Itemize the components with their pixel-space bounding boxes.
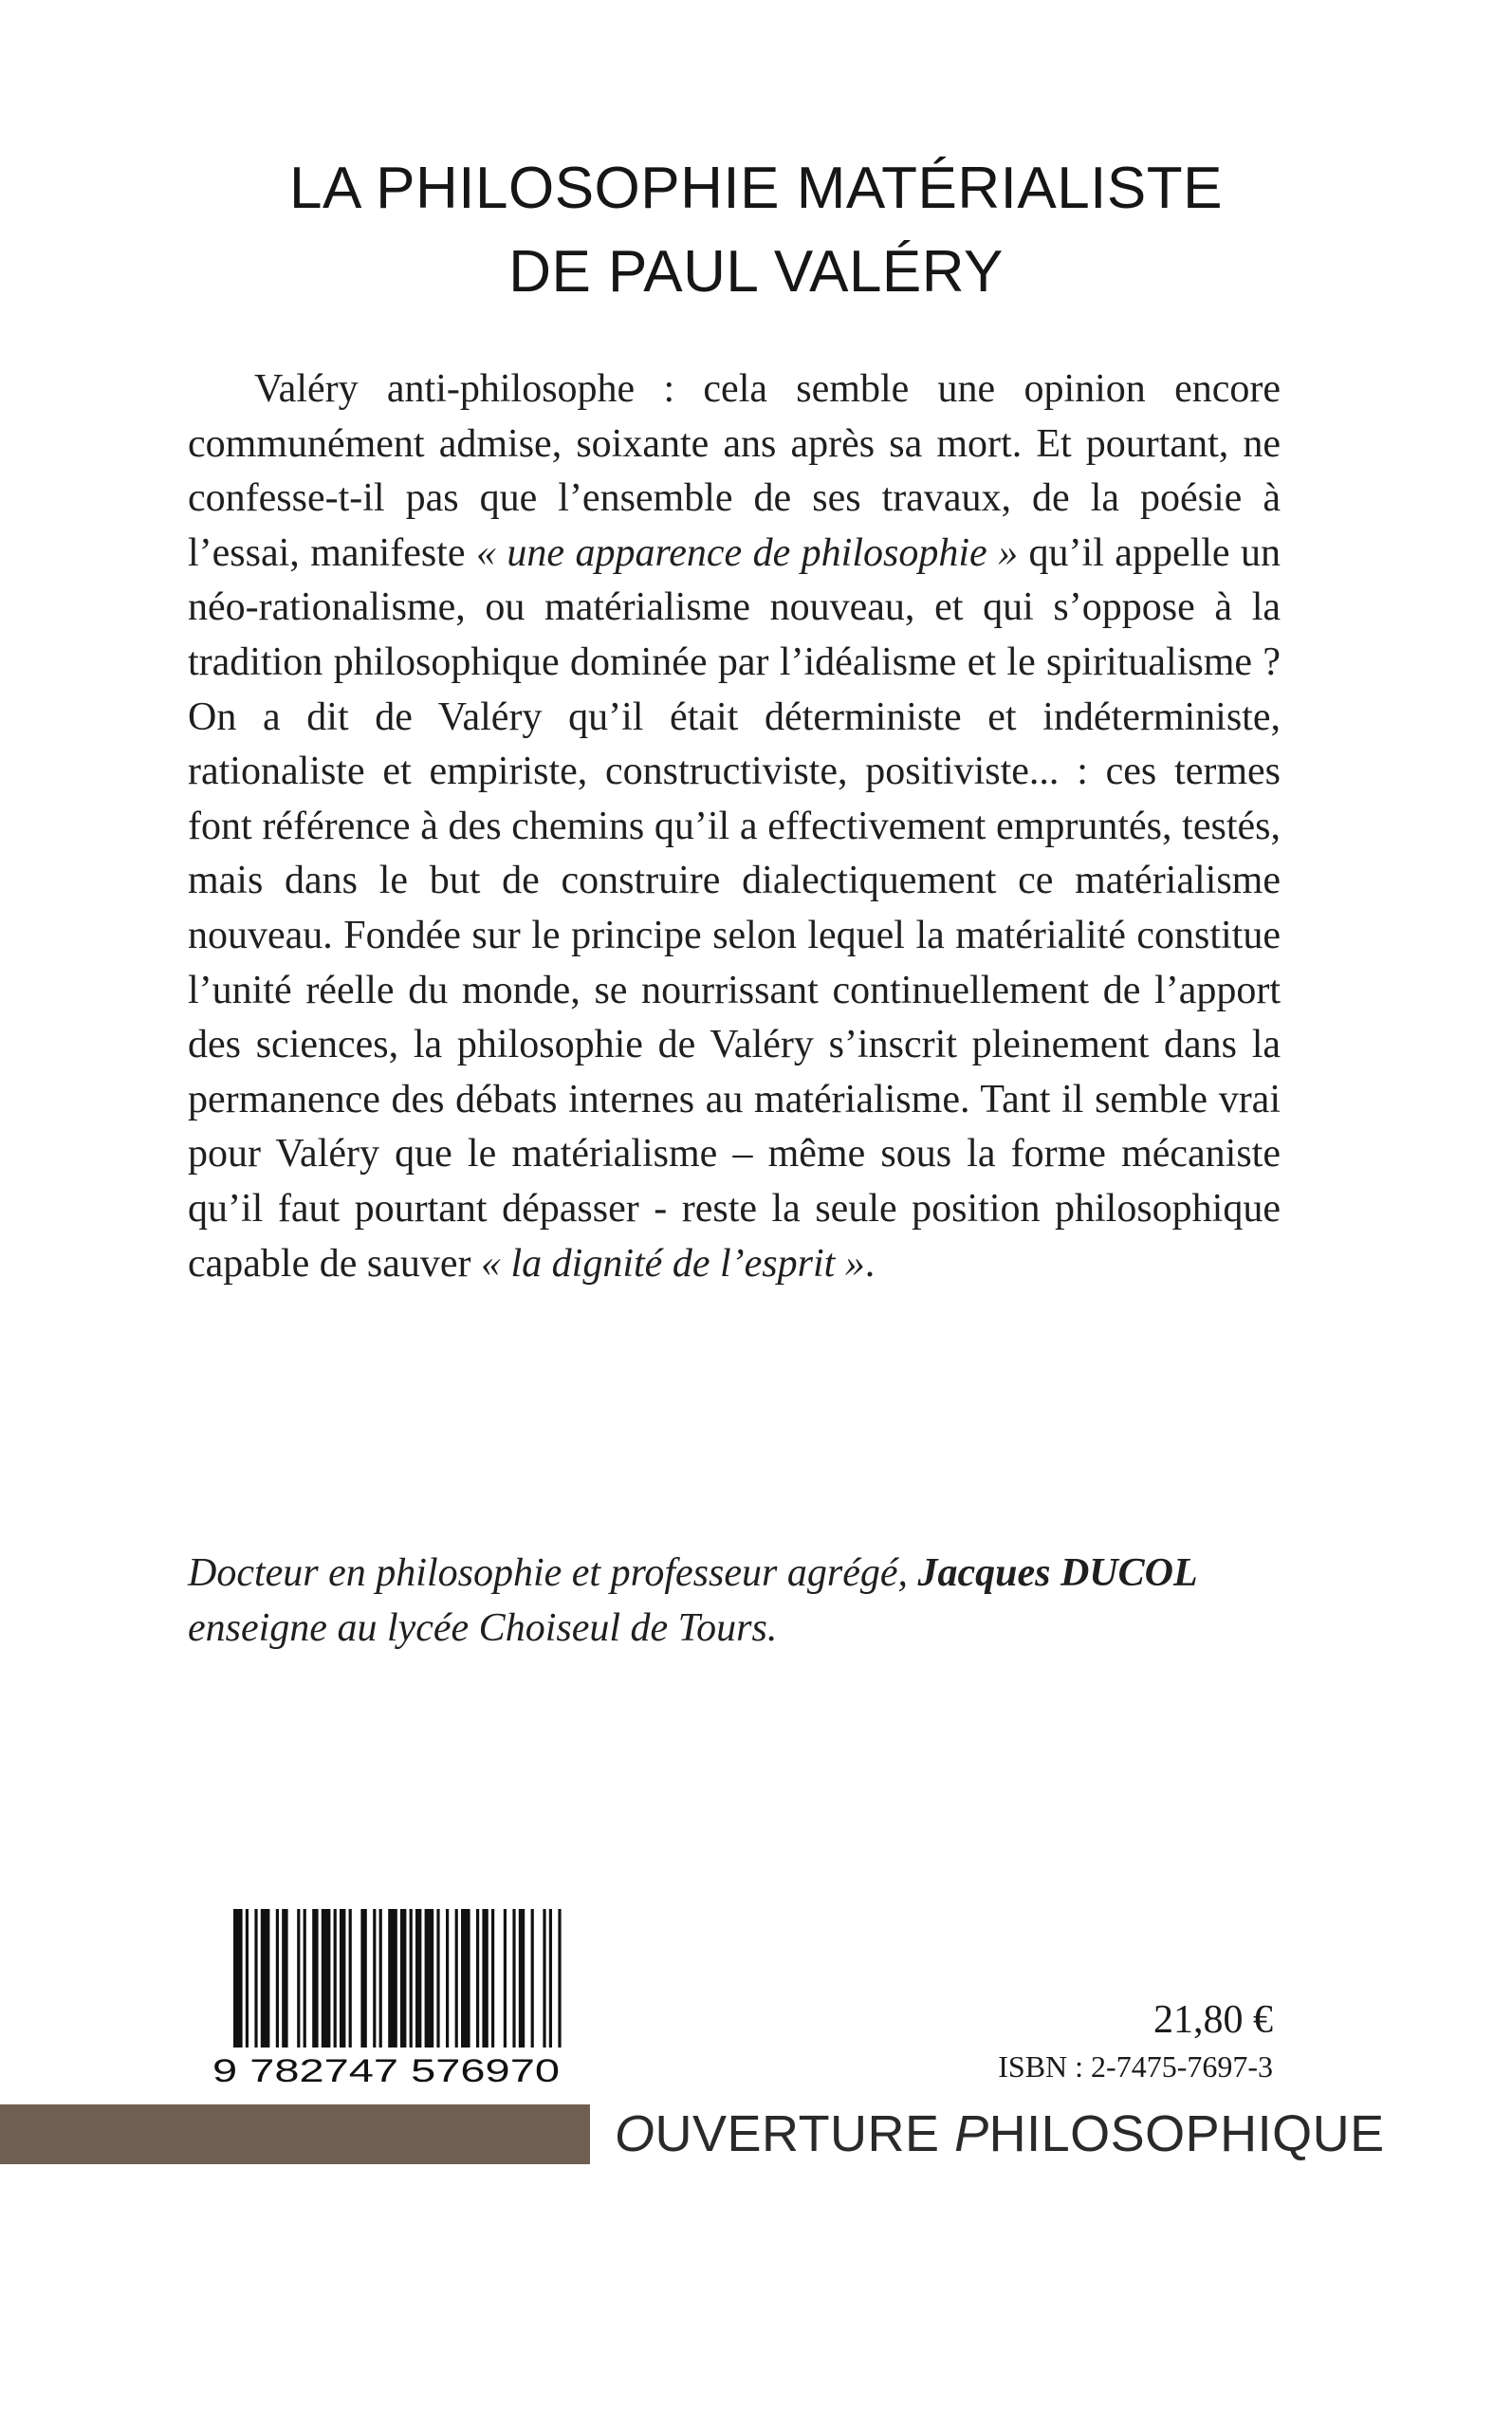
summary-quote-1: « une apparence de philosophie »	[475, 530, 1019, 575]
barcode-bar	[491, 1909, 494, 2048]
author-bio-text-1: Docteur en philosophie et professeur agrégé,	[188, 1551, 918, 1595]
collection-initial-p: P	[954, 2105, 989, 2162]
author-bio-line-2: enseigne au lycée Choiseul de Tours.	[188, 1606, 778, 1650]
barcode-bar	[312, 1909, 318, 2048]
barcode-bar	[360, 1909, 366, 2048]
barcode-bar	[455, 1909, 458, 2048]
barcode-bar	[558, 1909, 561, 2048]
summary-text-2: qu’il appelle un néo-rationalisme, ou matérialisme nouveau, et qui s’oppose à la tradition philosophique dominée par l’idéalisme et le spiritualisme ? On a dit de Valéry qu’il était déterministe et indéterministe, rationaliste et empiriste, constructiviste, positiviste... : ces termes font référence à des chemins qu’il a effectivement empruntés, testés, mais dans le but de construire dialectiquement ce matérialisme nouveau. Fondée sur le principe selon lequel la matérialité constitue l’unité réelle du monde, se nourrissant continuellement de l’apport des sciences, la philosophie de Valéry s’inscrit pleinement dans la permanence des débats internes au matérialisme. Tant il semble vrai pour Valéry que le matérialisme – même sous la forme mécaniste qu’il faut pourtant dépasser - reste la seule position philosophique capable de sauver	[188, 530, 1281, 1286]
barcode-bar	[436, 1909, 439, 2048]
summary-paragraph	[188, 362, 1281, 1291]
barcode	[211, 1905, 562, 2087]
book-title-line-2: DE PAUL VALÉRY	[508, 239, 1004, 305]
author-bio	[188, 1546, 1326, 1656]
barcode-bar	[415, 1909, 421, 2048]
author-name: Jacques DUCOL	[917, 1551, 1198, 1595]
barcode-bar	[388, 1909, 397, 2048]
collection-name	[615, 2101, 1385, 2167]
barcode-bar	[297, 1909, 300, 2048]
summary-quote-2: « la dignité de l’esprit »	[481, 1241, 865, 1286]
price: 21,80 €	[1153, 1998, 1273, 2042]
book-title	[0, 147, 1512, 314]
author-bio-line-1	[188, 1546, 1326, 1601]
collection-initial-o: O	[615, 2105, 655, 2162]
barcode-bar	[504, 1909, 507, 2048]
isbn: ISBN : 2-7475-7697-3	[998, 2049, 1273, 2084]
barcode-bar	[340, 1909, 345, 2048]
barcode-bar	[543, 1909, 545, 2048]
collection-band	[0, 2104, 590, 2164]
book-title-line-1: LA PHILOSOPHIE MATÉRIALISTE	[289, 156, 1223, 221]
barcode-bar	[373, 1909, 376, 2048]
barcode-bar	[512, 1909, 515, 2048]
barcode-bar	[349, 1909, 352, 2048]
barcode-bar	[482, 1909, 488, 2048]
barcode-bar	[519, 1909, 525, 2048]
barcode-bar	[261, 1909, 270, 2048]
barcode-bar	[233, 1909, 243, 2048]
summary-text-3: .	[864, 1241, 876, 1286]
barcode-bar	[304, 1909, 306, 2048]
barcode-digits: 9 782747 576970	[212, 2053, 560, 2087]
barcode-bar	[282, 1909, 287, 2048]
barcode-graphic	[211, 1905, 562, 2087]
barcode-bar	[531, 1909, 534, 2048]
barcode-bar	[425, 1909, 434, 2048]
barcode-bar	[446, 1909, 449, 2048]
barcode-bar	[410, 1909, 413, 2048]
barcode-bar	[246, 1909, 249, 2048]
barcode-bar	[400, 1909, 406, 2048]
barcode-bar	[379, 1909, 382, 2048]
barcode-bar	[549, 1909, 552, 2048]
collection-word-1: UVERTURE	[655, 2105, 955, 2162]
barcode-bar	[322, 1909, 331, 2048]
barcode-bar	[254, 1909, 257, 2048]
summary-text-1: Valéry anti-philosophe : cela semble une opinion encore communément admise, soixante ans après sa mort. Et pourtant, ne confesse-t-il pas que l’ensemble de ses travaux, de la poésie à l’essai, manifeste	[188, 367, 1281, 575]
barcode-bar	[276, 1909, 279, 2048]
barcode-bar	[461, 1909, 470, 2048]
book-summary	[188, 362, 1281, 1291]
barcode-bar	[334, 1909, 337, 2048]
collection-word-2: HILOSOPHIQUE	[988, 2105, 1385, 2162]
barcode-bar	[476, 1909, 479, 2048]
